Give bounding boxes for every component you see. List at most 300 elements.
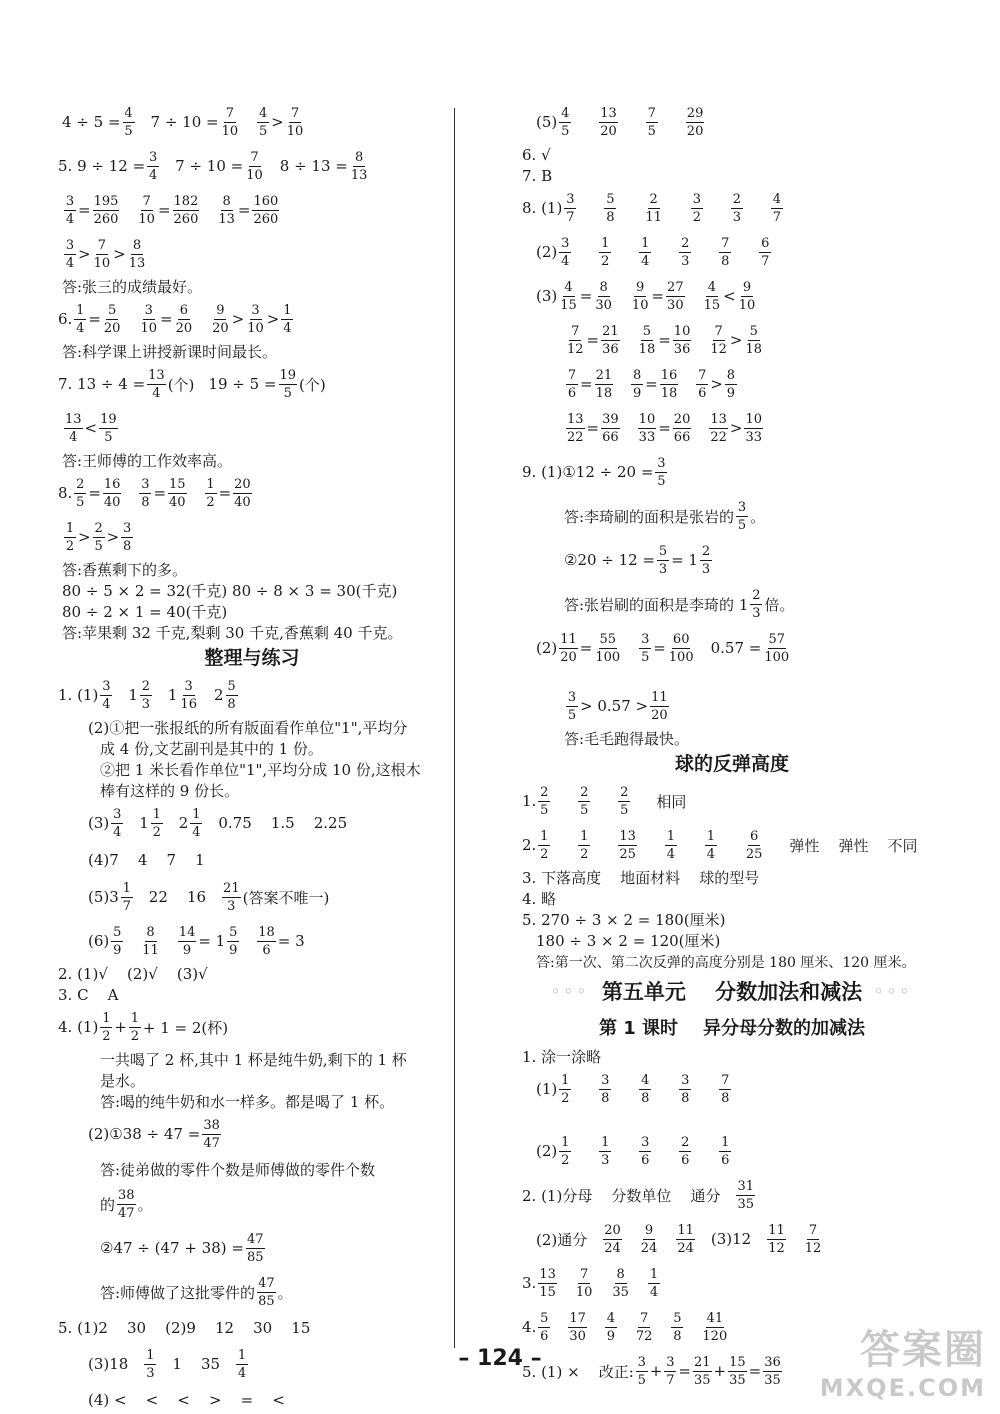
text: 倍。 xyxy=(764,595,795,614)
fraction xyxy=(151,807,163,840)
denominator: 8 xyxy=(123,538,132,554)
fraction xyxy=(566,368,578,401)
denominator: 260 xyxy=(173,211,199,227)
answer-line xyxy=(58,362,442,406)
answer-line xyxy=(58,673,442,717)
fraction xyxy=(638,412,657,445)
denominator: 7 xyxy=(761,253,770,269)
denominator: 6 xyxy=(698,385,707,401)
fraction xyxy=(64,238,76,271)
fraction xyxy=(673,324,692,357)
denominator: 3 xyxy=(601,1152,610,1168)
denominator: 12 xyxy=(768,1240,785,1256)
denominator: 40 xyxy=(169,494,186,510)
whole-number: 1 xyxy=(167,686,178,704)
numerator: 7 xyxy=(579,1266,589,1282)
section-title: 球的反弹高度 xyxy=(674,753,789,775)
operator: > xyxy=(729,419,743,437)
question-label: 3. xyxy=(522,1274,537,1292)
fraction xyxy=(139,303,158,336)
fraction xyxy=(575,1267,594,1300)
fraction xyxy=(246,1232,265,1265)
fraction xyxy=(631,368,643,401)
denominator: 2 xyxy=(102,1028,111,1044)
numerator: 4 xyxy=(564,279,573,295)
denominator: 8 xyxy=(601,1090,610,1106)
numerator: 16 xyxy=(660,367,678,383)
fraction xyxy=(123,106,135,139)
denominator: 8 xyxy=(227,696,236,712)
denominator: 16 xyxy=(180,696,197,712)
operator: = xyxy=(678,1362,691,1380)
numerator: 5 xyxy=(673,1310,682,1326)
denominator: 36 xyxy=(673,341,691,357)
denominator: 35 xyxy=(737,1196,755,1212)
numerator: 3 xyxy=(737,499,747,515)
text: 7 ÷ 10 = xyxy=(175,157,244,175)
answer-line xyxy=(58,144,442,188)
operator: + xyxy=(649,1362,663,1380)
numerator: 11 xyxy=(560,631,577,647)
denominator: 13 xyxy=(350,167,368,183)
fraction xyxy=(601,324,620,357)
denominator: 12 xyxy=(710,341,727,357)
fraction xyxy=(700,544,712,577)
numerator: 8 xyxy=(222,193,231,209)
numerator: 6 xyxy=(749,828,759,844)
fraction xyxy=(139,477,151,510)
operator: + xyxy=(114,1018,127,1036)
fraction xyxy=(99,412,118,445)
fraction xyxy=(103,477,122,510)
question-label: (2) xyxy=(536,639,558,657)
whole-number: 1 xyxy=(128,686,138,704)
denominator: 25 xyxy=(619,846,636,862)
fraction xyxy=(594,632,621,665)
numerator: 5 xyxy=(227,678,236,694)
denominator: 8 xyxy=(721,1090,730,1106)
answer-text: ②把 1 米长看作单位"1",平均分成 10 份,这根木 xyxy=(100,761,421,779)
answer-line: 8. $\frac{2}{5}$ = $\frac{16}{40}$ $\frac{3}{8}$ = $\frac{15}{40}$ $\frac{1}{2}$ = $\frac{20}{40}$ xyxy=(58,476,251,510)
answer-text: 成 4 份,文艺副刊是其中的 1 份。 xyxy=(100,740,323,758)
numerator: 3 xyxy=(641,631,650,647)
answer-text: 6. √ xyxy=(522,145,551,164)
fraction xyxy=(618,829,637,862)
fraction xyxy=(141,925,160,958)
answer-text: 80 ÷ 5 × 2 = 32(千克) 80 ÷ 8 × 3 = 30(千克) xyxy=(62,582,398,600)
numerator: 3 xyxy=(657,455,666,471)
answer-line xyxy=(522,538,942,582)
question-label: 8. (1) xyxy=(522,199,563,217)
denominator: 260 xyxy=(93,211,119,227)
denominator: 13 xyxy=(128,255,146,271)
fraction xyxy=(64,521,76,554)
fraction xyxy=(128,238,147,271)
denominator: 5 xyxy=(259,123,268,139)
denominator: 12 xyxy=(567,341,584,357)
numerator: 1 xyxy=(641,235,650,251)
fraction xyxy=(673,412,692,445)
text: 答:李琦刷的面积是张岩的 xyxy=(564,507,735,526)
answer-line xyxy=(522,450,942,494)
fraction xyxy=(644,192,663,225)
answer-text: 答:第一次、第二次反弹的高度分别是 180 厘米、120 厘米。 xyxy=(536,954,916,971)
fraction xyxy=(233,477,252,510)
fraction xyxy=(719,1073,731,1106)
answer-line xyxy=(522,779,942,823)
numerator: 55 xyxy=(599,631,617,647)
text: 8 ÷ 13 = xyxy=(279,157,348,175)
fraction xyxy=(650,690,669,723)
denominator: 3 xyxy=(732,209,742,225)
text: 答:师傅做了这批零件的 xyxy=(100,1283,256,1302)
numerator: 3 xyxy=(65,237,75,253)
denominator: 5 xyxy=(567,707,577,723)
numerator: 3 xyxy=(141,476,150,492)
numerator: 57 xyxy=(768,631,786,647)
text: 4 ÷ 5 = xyxy=(62,113,121,131)
numerator: 13 xyxy=(148,367,165,383)
denominator: 10 xyxy=(575,1284,593,1300)
fraction xyxy=(111,807,123,840)
fraction xyxy=(211,303,230,336)
denominator: 5 xyxy=(580,802,589,818)
answer-line xyxy=(62,1182,442,1226)
numerator: 20 xyxy=(673,411,691,427)
answer-text: 7. B xyxy=(522,166,553,185)
answer-text: 答:王师傅的工作效率高。 xyxy=(62,452,233,470)
denominator: 8 xyxy=(141,494,150,510)
denominator: 15 xyxy=(703,297,721,313)
question-label: 4. (1) xyxy=(58,1018,99,1036)
denominator: 10 xyxy=(221,123,239,139)
fraction xyxy=(639,632,651,665)
fraction xyxy=(178,925,197,958)
numerator: 60 xyxy=(672,631,690,647)
numerator: 5 xyxy=(658,543,668,559)
fraction xyxy=(750,588,762,621)
numerator: 21 xyxy=(693,1354,711,1370)
numerator: 4 xyxy=(772,191,782,207)
numerator: 15 xyxy=(729,1354,746,1370)
numerator: 1 xyxy=(561,1134,570,1150)
fraction xyxy=(703,280,722,313)
fraction xyxy=(257,1276,276,1309)
denominator: 20 xyxy=(651,707,668,723)
denominator: 10 xyxy=(631,297,649,313)
fraction xyxy=(671,1311,683,1344)
fraction xyxy=(719,236,731,269)
fraction xyxy=(604,192,616,225)
fraction xyxy=(744,324,763,357)
question-label: (3) xyxy=(88,814,110,832)
numerator: 3 xyxy=(102,678,111,694)
numerator: 13 xyxy=(567,411,584,427)
denominator: 4 xyxy=(649,1284,659,1300)
answer-text: 3. 下落高度 地面材料 球的型号 xyxy=(522,869,760,887)
numerator: 3 xyxy=(561,235,570,251)
fraction xyxy=(559,632,578,665)
numerator: 1 xyxy=(122,880,131,896)
denominator: 10 xyxy=(93,255,111,271)
numerator: 4 xyxy=(606,1310,615,1326)
denominator: 4 xyxy=(237,1365,247,1381)
answer-text: 4. 略 xyxy=(522,890,557,908)
denominator: 13 xyxy=(218,211,235,227)
fraction xyxy=(538,1267,557,1300)
denominator: 100 xyxy=(764,649,790,665)
fraction xyxy=(676,1223,695,1256)
denominator: 5 xyxy=(561,123,570,139)
denominator: 18 xyxy=(595,385,613,401)
answer-text: 答:科学课上讲授新课时间最长。 xyxy=(62,343,278,361)
numerator: 11 xyxy=(768,1222,785,1238)
text: 相同 xyxy=(656,792,687,811)
fraction xyxy=(568,1311,587,1344)
numerator: 7 xyxy=(639,1310,649,1326)
numerator: 3 xyxy=(601,1072,610,1088)
numerator: 38 xyxy=(118,1187,135,1203)
numerator: 5 xyxy=(749,323,758,339)
fraction xyxy=(594,280,613,313)
answer-line: $\frac{7}{6}$ = $\frac{21}{18}$ $\frac{8}{9}$ = $\frac{16}{18}$ $\frac{7}{6}$ > $\frac{8}{9}$ xyxy=(567,367,735,401)
denominator: 6 xyxy=(567,385,577,401)
fraction xyxy=(175,303,194,336)
numerator: 47 xyxy=(246,1231,264,1247)
fraction xyxy=(559,1135,571,1168)
fraction xyxy=(74,303,86,336)
answer-line xyxy=(62,1112,442,1156)
numerator: 5 xyxy=(606,191,615,207)
text: > 0.57 > xyxy=(580,697,649,715)
column-divider xyxy=(454,108,455,1348)
numerator: 13 xyxy=(65,411,82,427)
fraction xyxy=(578,829,590,862)
answer-line xyxy=(522,186,942,230)
fraction xyxy=(279,368,298,401)
fraction xyxy=(221,106,240,139)
fraction xyxy=(257,106,269,139)
fraction xyxy=(245,150,264,183)
answer-text: 棒有这样的 9 份长。 xyxy=(100,782,240,800)
fraction xyxy=(709,324,728,357)
denominator: 7 xyxy=(666,1372,675,1388)
denominator: 10 xyxy=(246,167,263,183)
numerator: 19 xyxy=(279,367,297,383)
numerator: 3 xyxy=(566,191,575,207)
fraction xyxy=(745,829,764,862)
denominator: 4 xyxy=(69,429,78,445)
denominator: 5 xyxy=(620,802,629,818)
numerator: 5 xyxy=(540,1310,549,1326)
answer-line xyxy=(62,875,442,919)
fraction xyxy=(137,194,156,227)
fraction xyxy=(222,881,241,914)
numerator: 182 xyxy=(173,193,199,209)
watermark-logo-text: 答案圈 xyxy=(860,1327,986,1373)
fraction xyxy=(121,521,133,554)
text: = 3 xyxy=(277,932,305,950)
fraction xyxy=(566,412,585,445)
denominator: 5 xyxy=(76,494,85,510)
denominator: 9 xyxy=(632,385,642,401)
fraction xyxy=(759,236,771,269)
fraction xyxy=(719,1135,731,1168)
fraction xyxy=(595,368,614,401)
denominator: 20 xyxy=(600,123,617,139)
fraction xyxy=(205,477,217,510)
fraction xyxy=(252,194,279,227)
answer-line xyxy=(522,1261,942,1305)
operator: + xyxy=(713,1362,727,1380)
answer-text: 1. 涂一涂略 xyxy=(522,1048,602,1066)
numerator: 1 xyxy=(130,1010,140,1026)
numerator: 3 xyxy=(113,806,122,822)
numerator: 2 xyxy=(752,587,761,603)
fraction xyxy=(286,106,305,139)
denominator: 6 xyxy=(681,1152,690,1168)
numerator: 9 xyxy=(636,279,645,295)
question-label: 9. (1)①12 ÷ 20 = xyxy=(522,463,654,481)
right-column xyxy=(522,100,942,1393)
numerator: 1 xyxy=(580,828,589,844)
fraction xyxy=(640,1223,659,1256)
answer-text: 180 ÷ 3 × 2 = 120(厘米) xyxy=(536,932,721,950)
watermark-url: MXQE.COM xyxy=(819,1374,986,1402)
fraction xyxy=(100,1011,112,1044)
numerator: 7 xyxy=(721,235,730,251)
fraction xyxy=(117,1188,136,1221)
text: (3)12 xyxy=(710,1230,752,1248)
numerator: 3 xyxy=(641,1134,650,1150)
fraction xyxy=(767,1223,786,1256)
denominator: 33 xyxy=(638,429,656,445)
fraction xyxy=(559,236,571,269)
denominator: 9 xyxy=(113,942,122,958)
section-title: 整理与练习 xyxy=(204,647,300,669)
denominator: 4 xyxy=(283,320,292,336)
denominator: 2 xyxy=(601,253,610,269)
fraction xyxy=(618,785,630,818)
numerator: 20 xyxy=(234,476,251,492)
text: 19 ÷ 5 = xyxy=(208,375,277,393)
numerator: 10 xyxy=(745,411,763,427)
denominator: 25 xyxy=(745,846,763,862)
answer-text: 5. 270 ÷ 3 × 2 = 180(厘米) xyxy=(522,911,726,929)
denominator: 5 xyxy=(540,802,549,818)
numerator: 9 xyxy=(742,279,752,295)
numerator: 18 xyxy=(258,924,275,940)
numerator: 41 xyxy=(706,1310,724,1326)
numerator: 2 xyxy=(732,191,742,207)
numerator: 9 xyxy=(644,1222,654,1238)
denominator: 5 xyxy=(657,473,666,489)
numerator: 3 xyxy=(637,1354,646,1370)
denominator: 3 xyxy=(701,561,711,577)
numerator: 21 xyxy=(602,323,619,339)
numerator: 13 xyxy=(600,105,617,121)
answer-text: 答:香蕉剩下的多。 xyxy=(62,561,188,579)
fraction xyxy=(696,368,708,401)
text: 。 xyxy=(277,1283,293,1302)
denominator: 3 xyxy=(658,561,668,577)
fraction xyxy=(100,679,112,712)
question-label: (6) xyxy=(88,932,110,950)
denominator: 5 xyxy=(94,538,103,554)
numerator: 6 xyxy=(179,302,188,318)
denominator: 3 xyxy=(681,253,690,269)
numerator: 47 xyxy=(258,1275,275,1291)
numerator: 1 xyxy=(237,1347,247,1363)
numerator: 7 xyxy=(225,105,235,121)
fraction xyxy=(605,1311,617,1344)
fraction xyxy=(686,106,705,139)
answer-line: (2) $\frac{11}{20}$ = $\frac{55}{100}$ $\frac{3}{5}$ = $\frac{60}{100}$ 0.57 = $\frac{57}{100}$ xyxy=(536,631,790,665)
question-label: (5) xyxy=(536,113,558,131)
fraction xyxy=(631,280,650,313)
fraction xyxy=(599,236,611,269)
numerator: 2 xyxy=(681,1134,690,1150)
answer-line: $\frac{3}{4}$ > $\frac{7}{10}$ > $\frac{8}{13}$ xyxy=(65,237,146,271)
numerator: 11 xyxy=(677,1222,694,1238)
denominator: 11 xyxy=(142,942,159,958)
numerator: 5 xyxy=(229,924,238,940)
fraction xyxy=(709,412,728,445)
fraction xyxy=(559,1073,571,1106)
denominator: 8 xyxy=(681,1090,690,1106)
operator: > xyxy=(729,331,743,349)
numerator: 2 xyxy=(580,784,589,800)
fraction xyxy=(738,280,757,313)
answer-text: 答:徒弟做的零件个数是师傅做的零件个数 xyxy=(100,1160,376,1179)
numerator: 7 xyxy=(567,367,577,383)
numerator: 1 xyxy=(706,828,715,844)
denominator: 2 xyxy=(561,1152,570,1168)
denominator: 5 xyxy=(637,1372,646,1388)
denominator: 66 xyxy=(673,429,691,445)
operator: > xyxy=(271,113,284,131)
numerator: 2 xyxy=(681,235,690,251)
denominator: 3 xyxy=(141,696,151,712)
question-label: (5)3 xyxy=(88,888,119,906)
denominator: 4 xyxy=(65,255,75,271)
numerator: 8 xyxy=(616,1266,625,1282)
numerator: 17 xyxy=(569,1310,586,1326)
numerator: 3 xyxy=(184,678,193,694)
numerator: 1 xyxy=(146,1347,155,1363)
answer-line: $\frac{7}{12}$ = $\frac{21}{36}$ $\frac{5}{18}$ = $\frac{10}{36}$ $\frac{7}{12}$ > $\frac{5}{18}$ xyxy=(567,323,763,357)
text: 0.57 = xyxy=(710,639,762,657)
page-number: – 124 – xyxy=(458,1346,542,1371)
denominator: 3 xyxy=(752,605,761,621)
numerator: 7 xyxy=(698,367,707,383)
denominator: 30 xyxy=(569,1328,586,1344)
unit: (个) xyxy=(167,375,195,394)
fraction xyxy=(566,324,585,357)
denominator: 9 xyxy=(726,385,735,401)
denominator: 2 xyxy=(540,846,549,862)
question-label: 2. xyxy=(522,836,537,854)
denominator: 5 xyxy=(283,385,292,401)
denominator: 18 xyxy=(745,341,763,357)
fraction xyxy=(744,412,763,445)
question-label: 5. 9 ÷ 12 = xyxy=(58,157,146,175)
numerator: 13 xyxy=(710,411,727,427)
text: ②20 ÷ 12 = xyxy=(564,551,656,569)
fraction xyxy=(603,1223,622,1256)
numerator: 1 xyxy=(540,828,549,844)
answer-line: $\frac{13}{4}$ < $\frac{19}{5}$ xyxy=(65,411,117,445)
